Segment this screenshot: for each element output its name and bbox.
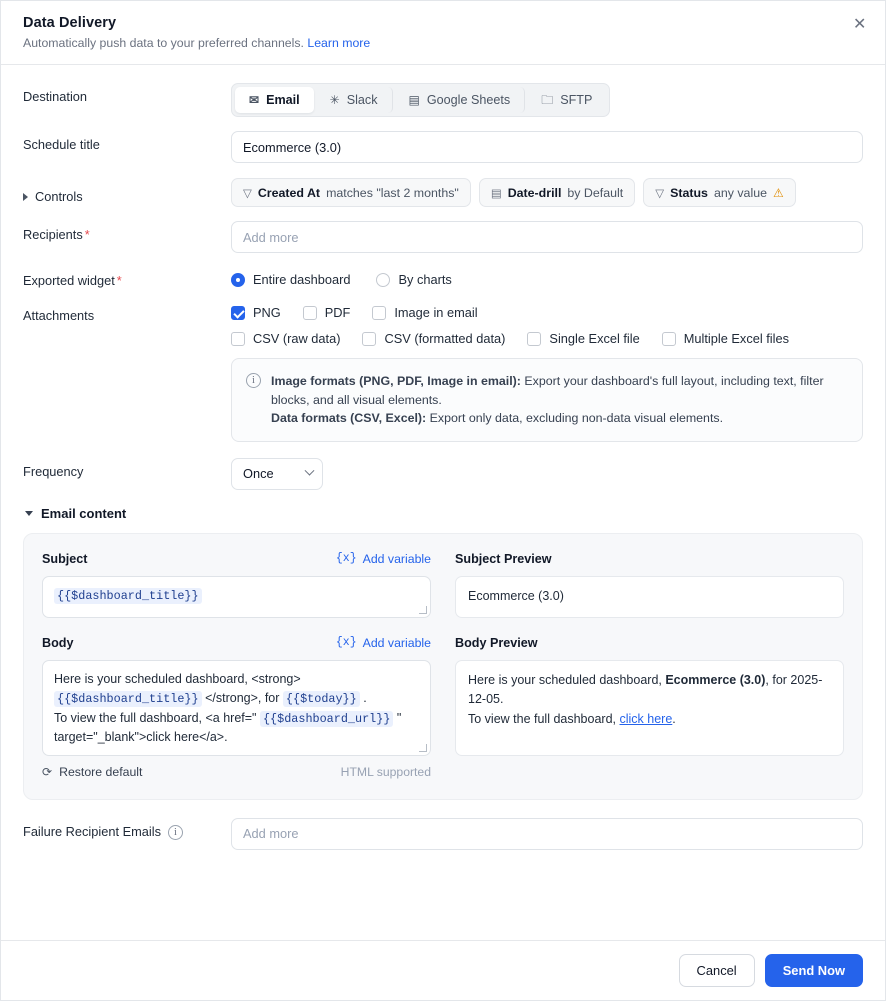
exported-widget-field	[231, 267, 863, 287]
failure-recipients-label-cell	[23, 818, 231, 840]
frequency-select[interactable]	[231, 458, 323, 490]
subject-preview-label: Subject Preview	[455, 551, 552, 566]
refresh-icon: ⟳	[42, 764, 53, 779]
learn-more-link[interactable]: Learn more	[307, 36, 371, 50]
info-line1-rest: Export your dashboard's full layout, including text, filter blocks, and all visual elements.	[271, 374, 824, 407]
chevron-right-icon	[23, 193, 28, 201]
schedule-title-field	[231, 131, 863, 163]
checkbox-png-label: PNG	[253, 305, 281, 320]
subject-preview-column	[455, 550, 844, 618]
body-footer	[42, 763, 431, 781]
required-marker: *	[116, 273, 122, 288]
attachments-row	[23, 302, 863, 442]
recipients-row	[23, 221, 863, 253]
controls-toggle[interactable]	[23, 183, 231, 204]
checkbox-icon	[231, 332, 245, 346]
subject-add-variable-button[interactable]	[336, 552, 431, 566]
attachments-info-box	[231, 358, 863, 442]
modal-header	[1, 1, 885, 65]
checkbox-icon	[303, 306, 317, 320]
schedule-title-label: Schedule title	[23, 137, 100, 152]
email-content-label: Email content	[41, 505, 127, 521]
checkbox-png[interactable]	[231, 305, 281, 320]
control-chip-status[interactable]	[643, 178, 796, 207]
checkbox-multiple-excel-label: Multiple Excel files	[683, 331, 790, 346]
checkbox-pdf-label: PDF	[324, 305, 351, 320]
checkbox-image-in-email[interactable]	[372, 305, 477, 320]
destination-row	[23, 83, 863, 117]
checkbox-icon	[662, 332, 676, 346]
destination-option-sftp-label: SFTP	[560, 93, 593, 107]
body-preview-line1-post: , for 2025-12-05.	[468, 672, 823, 707]
failure-recipients-field	[231, 818, 863, 850]
sheets-icon: ▤	[408, 93, 420, 107]
controls-label: Controls	[35, 189, 83, 204]
body-column	[42, 634, 431, 781]
control-chip-created-at[interactable]	[231, 178, 471, 207]
envelope-icon: ✉	[249, 93, 260, 107]
schedule-title-input[interactable]	[231, 131, 863, 163]
modal-subtitle	[23, 36, 863, 50]
recipients-field	[231, 221, 863, 253]
checkbox-image-in-email-label: Image in email	[394, 305, 478, 320]
controls-chips	[231, 177, 863, 207]
radio-icon	[376, 273, 390, 287]
radio-by-charts[interactable]	[376, 272, 451, 287]
email-content-toggle[interactable]	[25, 506, 863, 521]
attachments-label: Attachments	[23, 308, 95, 323]
filter-icon: ▽	[243, 187, 252, 200]
warning-icon: ⚠	[772, 185, 784, 200]
body-preview-head	[455, 634, 844, 652]
attachments-row-1	[231, 302, 863, 320]
recipients-label-cell	[23, 221, 231, 242]
restore-default-label: Restore default	[59, 764, 143, 779]
info-line2-rest: Export only data, excluding non-data visual elements.	[426, 411, 724, 426]
frequency-value: Once	[243, 466, 274, 482]
modal-body	[1, 65, 885, 940]
subject-grid	[42, 550, 844, 618]
subtitle-text: Automatically push data to your preferred channels.	[23, 36, 304, 50]
body-preview-line1-pre: Here is your scheduled dashboard,	[468, 672, 666, 687]
failure-recipients-label-wrap	[23, 824, 183, 840]
control-chip-status-value: any value	[713, 185, 767, 200]
info-icon: i	[246, 373, 261, 388]
body-label: Body	[42, 635, 74, 650]
destination-option-email-label: Email	[266, 93, 300, 107]
chevron-down-icon	[25, 511, 33, 516]
email-content-panel	[23, 533, 863, 800]
subject-variable-token: {{$dashboard_title}}	[54, 588, 202, 604]
body-textarea[interactable]	[42, 660, 431, 756]
schedule-title-row	[23, 131, 863, 163]
checkbox-pdf[interactable]	[303, 305, 351, 320]
recipients-label: Recipients	[23, 227, 83, 242]
close-icon[interactable]: ✕	[847, 14, 869, 36]
calendar-icon: ▤	[490, 187, 502, 200]
destination-option-sftp[interactable]	[527, 87, 606, 113]
modal-footer	[1, 940, 885, 1000]
checkbox-csv-formatted[interactable]	[362, 331, 505, 346]
attachments-row-2	[231, 331, 863, 346]
subject-head	[42, 550, 431, 568]
control-chip-status-name: Status	[670, 185, 708, 200]
body-variable-dashboard-url: {{$dashboard_url}}	[260, 711, 393, 727]
page-title: Data Delivery	[23, 15, 117, 31]
control-chip-created-at-name: Created At	[257, 185, 321, 200]
failure-recipients-row	[23, 818, 863, 850]
radio-by-charts-label: By charts	[398, 272, 452, 287]
body-seg-5: " target="_blank">click here</a>.	[54, 710, 402, 744]
radio-entire-dashboard-label: Entire dashboard	[253, 272, 351, 287]
restore-default-button[interactable]	[42, 765, 142, 779]
cancel-button[interactable]: Cancel	[679, 954, 755, 987]
radio-entire-dashboard[interactable]	[231, 272, 350, 287]
body-preview-value	[455, 660, 844, 756]
destination-option-email[interactable]	[235, 87, 314, 113]
body-grid	[42, 634, 844, 781]
subject-preview-head	[455, 550, 844, 568]
body-preview-line2-post: .	[672, 711, 676, 726]
body-preview-label: Body Preview	[455, 635, 538, 650]
checkbox-single-excel-label: Single Excel file	[549, 331, 640, 346]
body-add-variable-button[interactable]	[336, 636, 431, 650]
frequency-row	[23, 458, 863, 490]
attachments-field	[231, 302, 863, 442]
body-add-variable-label: Add variable	[362, 635, 431, 650]
control-chip-date-drill-name: Date-drill	[507, 185, 562, 200]
radio-icon	[231, 273, 245, 287]
folder-icon: 🗀	[541, 93, 554, 107]
checkbox-icon	[231, 306, 245, 320]
exported-widget-options	[231, 267, 863, 287]
subject-textarea[interactable]	[42, 576, 431, 618]
destination-segmented-control	[231, 83, 610, 117]
control-chip-created-at-value: matches "last 2 months"	[326, 185, 459, 200]
info-line1-bold: Image formats (PNG, PDF, Image in email):	[271, 374, 521, 388]
checkbox-single-excel[interactable]	[527, 331, 639, 346]
frequency-field	[231, 458, 863, 490]
variable-icon: {x}	[335, 552, 357, 566]
destination-option-google-sheets-label: Google Sheets	[426, 93, 511, 107]
checkbox-icon	[372, 306, 386, 320]
recipients-input[interactable]	[231, 221, 863, 253]
exported-widget-label: Exported widget	[23, 273, 115, 288]
frequency-label: Frequency	[23, 463, 84, 479]
controls-label-cell	[23, 177, 231, 204]
checkbox-icon	[362, 332, 376, 346]
checkbox-csv-formatted-label: CSV (formatted data)	[384, 331, 506, 346]
subject-column	[42, 550, 431, 618]
info-line2-bold: Data formats (CSV, Excel):	[271, 411, 427, 426]
failure-recipients-label: Failure Recipient Emails	[23, 824, 161, 840]
html-supported-note: HTML supported	[340, 764, 431, 779]
filter-icon: ▽	[655, 187, 665, 200]
body-seg-3: .	[363, 691, 367, 706]
control-chip-date-drill[interactable]	[479, 178, 635, 207]
subject-add-variable-label: Add variable	[362, 551, 431, 566]
destination-option-slack-label: Slack	[346, 93, 378, 107]
failure-recipients-input[interactable]	[231, 818, 863, 850]
destination-option-slack[interactable]	[316, 87, 393, 113]
body-variable-today: {{$today}}	[283, 691, 360, 707]
body-head	[42, 634, 431, 652]
controls-row	[23, 177, 863, 207]
destination-field	[231, 83, 863, 117]
controls-field	[231, 177, 863, 207]
exported-widget-row	[23, 267, 863, 288]
send-now-button[interactable]: Send Now	[765, 954, 863, 987]
body-preview-column	[455, 634, 844, 781]
info-icon[interactable]: i	[168, 825, 183, 840]
body-preview-line2-pre: To view the full dashboard,	[468, 711, 620, 726]
destination-option-google-sheets[interactable]	[395, 87, 526, 113]
slack-icon: ✳	[329, 93, 340, 107]
attachments-info-text	[271, 372, 848, 428]
checkbox-multiple-excel[interactable]	[662, 331, 789, 346]
checkbox-csv-raw-label: CSV (raw data)	[253, 331, 341, 346]
exported-widget-label-cell	[23, 267, 231, 288]
checkbox-icon	[527, 332, 541, 346]
control-chip-date-drill-value: by Default	[567, 185, 624, 200]
body-seg-2: </strong>, for	[205, 691, 280, 706]
body-preview-line1-bold: Ecommerce (3.0)	[665, 672, 766, 687]
body-seg-4: To view the full dashboard, <a href="	[54, 710, 257, 725]
variable-icon: {x}	[335, 636, 357, 650]
checkbox-csv-raw[interactable]	[231, 331, 340, 346]
subject-preview-value: Ecommerce (3.0)	[455, 576, 844, 618]
subject-label: Subject	[42, 551, 88, 566]
destination-label: Destination	[23, 89, 88, 104]
body-seg-1: Here is your scheduled dashboard, <strong>	[54, 671, 301, 686]
body-preview-link[interactable]: click here	[619, 711, 673, 726]
chevron-down-icon	[305, 466, 315, 476]
body-variable-dashboard-title: {{$dashboard_title}}	[54, 691, 202, 707]
required-marker: *	[84, 227, 90, 242]
